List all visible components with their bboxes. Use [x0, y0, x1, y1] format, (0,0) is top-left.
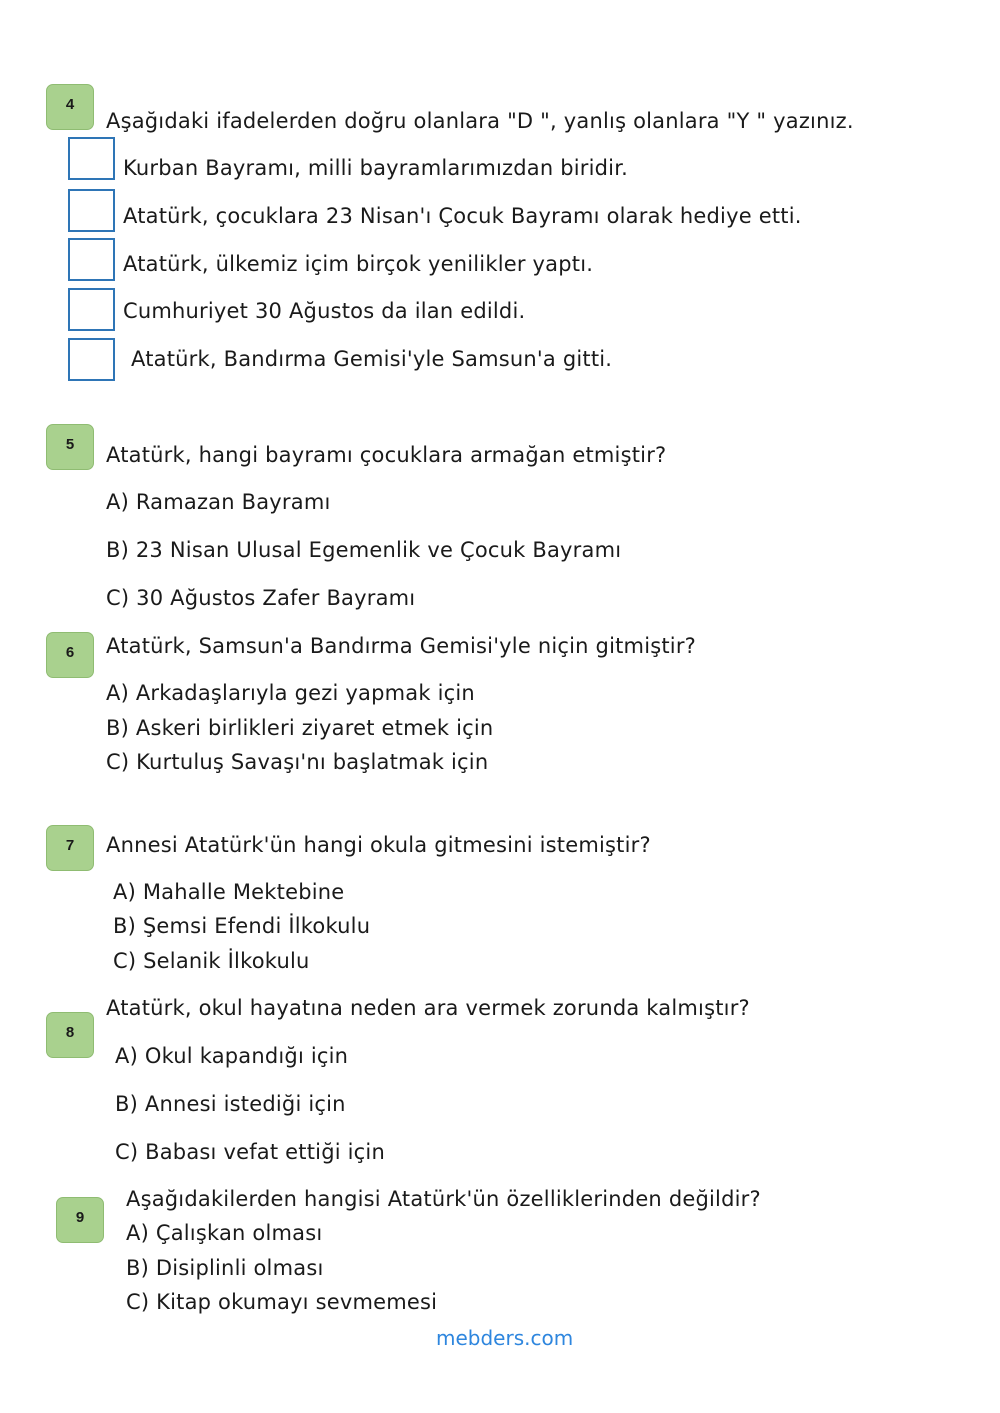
answer-box-1[interactable] — [68, 137, 115, 180]
footer-site-link[interactable]: mebders.com — [436, 1326, 574, 1350]
option-a[interactable]: A) Arkadaşlarıyla gezi yapmak için — [106, 681, 475, 705]
answer-box-4[interactable] — [68, 288, 115, 331]
question-7-prompt: Annesi Atatürk'ün hangi okula gitmesini istemiştir? — [106, 833, 651, 857]
answer-box-3[interactable] — [68, 238, 115, 281]
statement-2: Atatürk, çocuklara 23 Nisan'ı Çocuk Bayramı olarak hediye etti. — [123, 204, 802, 228]
option-c[interactable]: C) 30 Ağustos Zafer Bayramı — [106, 586, 416, 610]
option-b[interactable]: B) Annesi istediği için — [115, 1092, 346, 1116]
statement-1: Kurban Bayramı, milli bayramlarımızdan biridir. — [123, 156, 629, 180]
question-8-prompt: Atatürk, okul hayatına neden ara vermek zorunda kalmıştır? — [106, 996, 750, 1020]
option-c[interactable]: C) Kitap okumayı sevmemesi — [126, 1290, 438, 1314]
option-a[interactable]: A) Okul kapandığı için — [115, 1044, 349, 1068]
option-b[interactable]: B) Disiplinli olması — [126, 1256, 324, 1280]
statement-5: Atatürk, Bandırma Gemisi'yle Samsun'a gitti. — [131, 347, 613, 371]
answer-box-5[interactable] — [68, 338, 115, 381]
statement-3: Atatürk, ülkemiz içim birçok yenilikler yaptı. — [123, 252, 594, 276]
question-number-badge: 7 — [46, 825, 94, 871]
question-4-prompt: Aşağıdaki ifadelerden doğru olanlara "D ", yanlış olanlara "Y " yazınız. — [106, 109, 854, 133]
question-number-badge: 4 — [46, 84, 94, 130]
option-b[interactable]: B) Şemsi Efendi İlkokulu — [113, 914, 371, 938]
option-c[interactable]: C) Babası vefat ettiği için — [115, 1140, 385, 1164]
question-number-badge: 9 — [56, 1197, 104, 1243]
option-a[interactable]: A) Mahalle Mektebine — [113, 880, 345, 904]
question-number-badge: 8 — [46, 1012, 94, 1058]
question-9-prompt: Aşağıdakilerden hangisi Atatürk'ün özelliklerinden değildir? — [126, 1187, 761, 1211]
option-b[interactable]: B) 23 Nisan Ulusal Egemenlik ve Çocuk Bayramı — [106, 538, 622, 562]
question-6-prompt: Atatürk, Samsun'a Bandırma Gemisi'yle niçin gitmiştir? — [106, 634, 697, 658]
statement-4: Cumhuriyet 30 Ağustos da ilan edildi. — [123, 299, 526, 323]
answer-box-2[interactable] — [68, 189, 115, 232]
option-c[interactable]: C) Selanik İlkokulu — [113, 949, 310, 973]
option-c[interactable]: C) Kurtuluş Savaşı'nı başlatmak için — [106, 750, 489, 774]
option-a[interactable]: A) Çalışkan olması — [126, 1221, 323, 1245]
question-number-badge: 5 — [46, 424, 94, 470]
question-number-badge: 6 — [46, 632, 94, 678]
option-a[interactable]: A) Ramazan Bayramı — [106, 490, 331, 514]
option-b[interactable]: B) Askeri birlikleri ziyaret etmek için — [106, 716, 494, 740]
question-5-prompt: Atatürk, hangi bayramı çocuklara armağan etmiştir? — [106, 443, 667, 467]
